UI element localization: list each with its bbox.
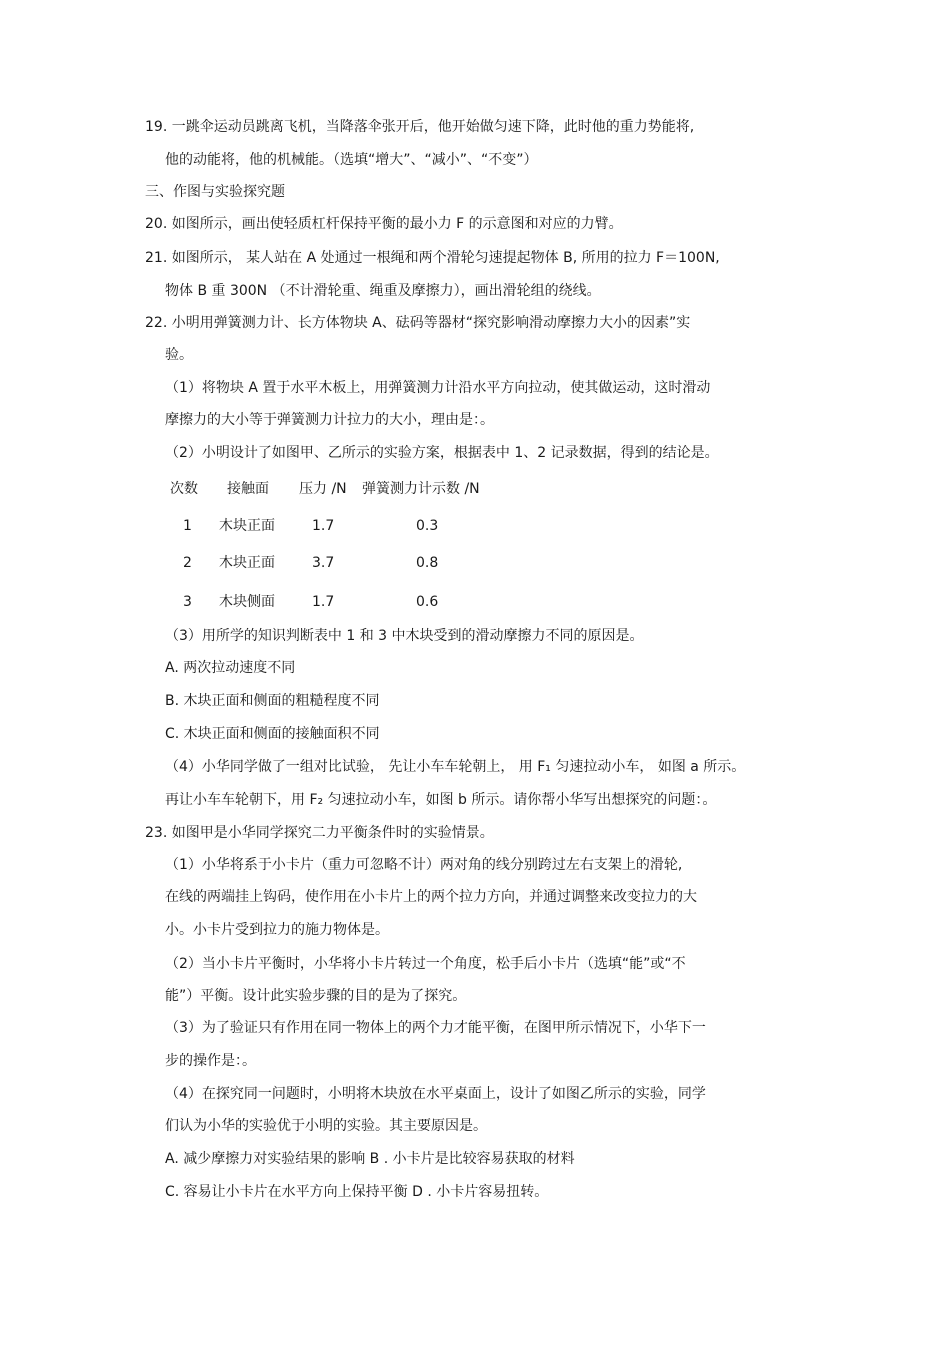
q23-part1-line-3: 小。小卡片受到拉力的施力物体是。	[165, 922, 389, 938]
table-cell: 木块正面	[219, 555, 275, 571]
table-cell: 1.7	[312, 594, 335, 610]
q22-line-2: 验。	[165, 347, 193, 363]
table-header-cell: 压力 /N	[299, 481, 347, 497]
q23-options-ab: A. 减少摩擦力对实验结果的影响 B . 小卡片是比较容易获取的材料	[165, 1151, 575, 1167]
table-cell: 3.7	[312, 555, 335, 571]
q22-line-1: 22. 小明用弹簧测力计、长方体物块 A、砝码等器材“探究影响滑动摩擦力大小的因素”实	[145, 315, 691, 331]
table-cell: 1.7	[312, 518, 335, 534]
table-cell: 0.8	[416, 555, 439, 571]
q22-part4-line-2: 再让小车车轮朝下，用 F₂ 匀速拉动小车，如图 b 所示。请你帮小华写出想探究的问题：。	[165, 792, 717, 808]
q22-part3-line: （3）用所学的知识判断表中 1 和 3 中木块受到的滑动摩擦力不同的原因是。	[165, 628, 644, 644]
q21-line-1: 21. 如图所示， 某人站在 A 处通过一根绳和两个滑轮匀速提起物体 B, 所用的拉力 F＝100N,	[145, 250, 720, 266]
q23-options-cd: C. 容易让小卡片在水平方向上保持平衡 D . 小卡片容易扭转。	[165, 1184, 549, 1200]
table-cell: 1	[183, 518, 192, 534]
q23-part2-line-2: 能”）平衡。设计此实验步骤的目的是为了探究。	[165, 988, 467, 1004]
q23-part3-line-2: 步的操作是：。	[165, 1053, 256, 1069]
q19-line-1: 19. 一跳伞运动员跳离飞机，当降落伞张开后，他开始做匀速下降，此时他的重力势能将,	[145, 119, 695, 135]
table-cell: 0.3	[416, 518, 439, 534]
q23-part4-line-2: 们认为小华的实验优于小明的实验。其主要原因是。	[165, 1118, 487, 1134]
q22-option-a: A. 两次拉动速度不同	[165, 660, 296, 676]
q23-part4-line-1: （4）在探究同一问题时，小明将木块放在水平桌面上，设计了如图乙所示的实验，同学	[165, 1086, 706, 1102]
table-cell: 木块正面	[219, 518, 275, 534]
q23-line-1: 23. 如图甲是小华同学探究二力平衡条件时的实验情景。	[145, 825, 494, 841]
section-heading: 三、作图与实验探究题	[145, 184, 285, 200]
table-cell: 2	[183, 555, 192, 571]
q22-part4-line-1: （4）小华同学做了一组对比试验， 先让小车车轮朝上， 用 F₁ 匀速拉动小车， 如图 a 所示。	[165, 759, 746, 775]
q23-part1-line-1: （1）小华将系于小卡片（重力可忽略不计）两对角的线分别跨过左右支架上的滑轮,	[165, 857, 683, 873]
q19-line-2: 他的动能将，他的机械能。（选填“增大”、“减小”、“不变”）	[165, 152, 538, 168]
table-header-cell: 弹簧测力计示数 /N	[362, 481, 480, 497]
table-header-cell: 次数	[170, 481, 198, 497]
q20-line: 20. 如图所示，画出使轻质杠杆保持平衡的最小力 F 的示意图和对应的力臂。	[145, 216, 623, 232]
q21-line-2: 物体 B 重 300N （不计滑轮重、绳重及摩擦力），画出滑轮组的绕线。	[165, 283, 601, 299]
q23-part2-line-1: （2）当小卡片平衡时，小华将小卡片转过一个角度，松手后小卡片（选填“能”或“不	[165, 956, 686, 972]
table-cell: 木块侧面	[219, 594, 275, 610]
q22-option-c: C. 木块正面和侧面的接触面积不同	[165, 726, 380, 742]
q22-option-b: B. 木块正面和侧面的粗糙程度不同	[165, 693, 380, 709]
table-header-cell: 接触面	[227, 481, 269, 497]
q22-part2-line: （2）小明设计了如图甲、乙所示的实验方案，根据表中 1、2 记录数据，得到的结论是。	[165, 445, 719, 461]
q23-part3-line-1: （3）为了验证只有作用在同一物体上的两个力才能平衡，在图甲所示情况下，小华下一	[165, 1020, 706, 1036]
q22-part1-line-1: （1）将物块 A 置于水平木板上，用弹簧测力计沿水平方向拉动，使其做运动，这时滑动	[165, 380, 711, 396]
table-cell: 0.6	[416, 594, 439, 610]
q22-part1-line-2: 摩擦力的大小等于弹簧测力计拉力的大小，理由是：。	[165, 412, 494, 428]
table-cell: 3	[183, 594, 192, 610]
q23-part1-line-2: 在线的两端挂上钩码，使作用在小卡片上的两个拉力方向，并通过调整来改变拉力的大	[165, 889, 697, 905]
